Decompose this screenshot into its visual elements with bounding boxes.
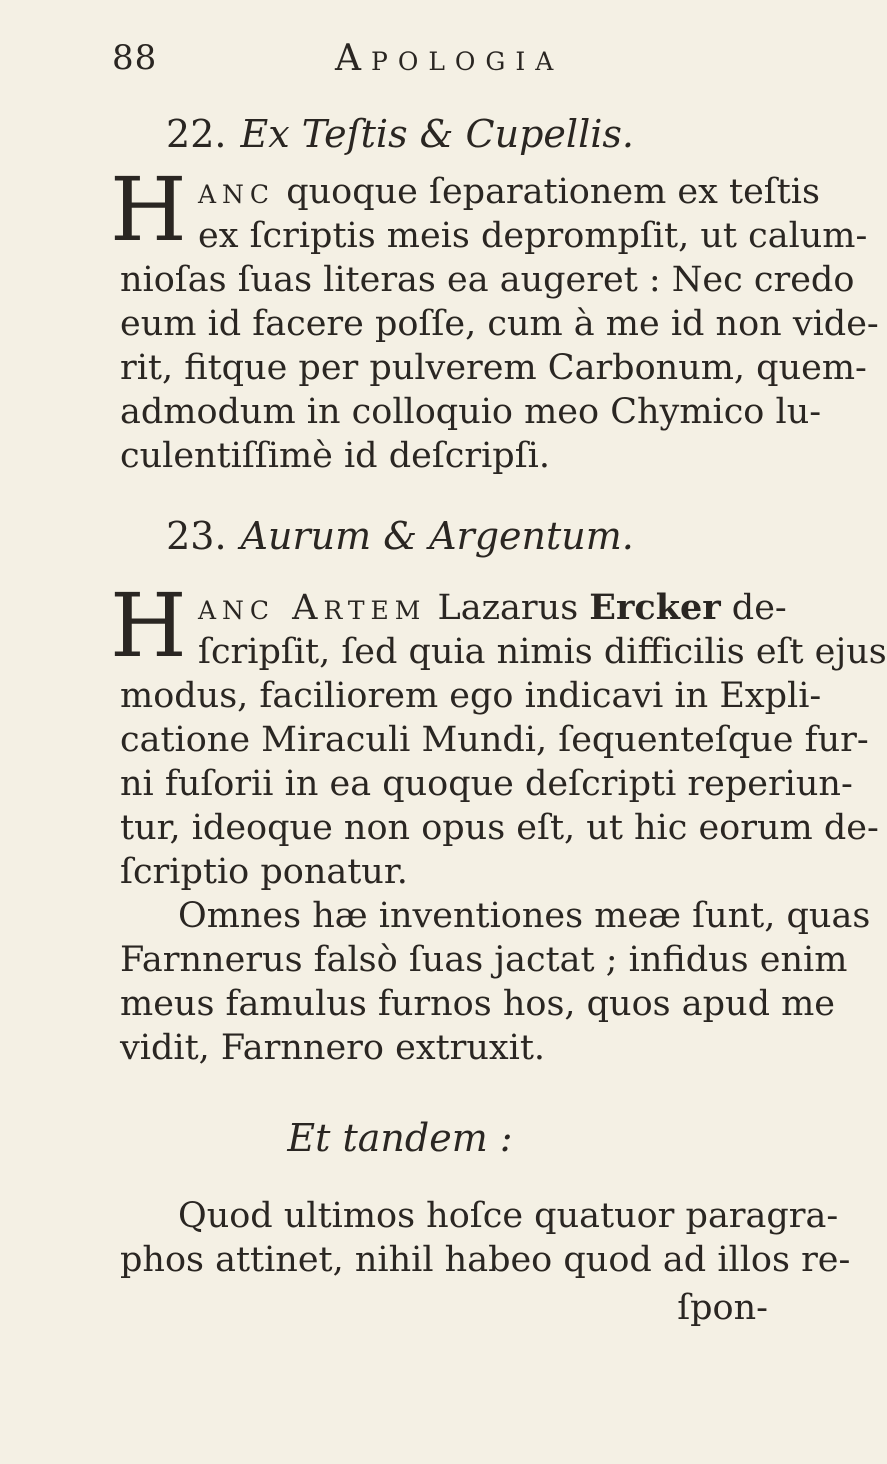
section-22-line-1 [198,172,868,212]
closing-line-1: Quod ultimos hoſce quatuor paragra- [178,1196,839,1236]
section-22-heading [0,112,800,156]
small-caps-word: anc Artem [198,588,427,628]
section-23-para2-line-4: vidit, Farnnero extruxit. [120,1028,546,1068]
running-head: Apologia [335,38,564,79]
section-22-line-7: culentiſſimè id deſcripſi. [120,436,550,476]
section-23-title: Aurum & Argentum. [240,514,634,558]
section-23-para2-line-3: meus famulus furnos hos, quos apud me [120,984,836,1024]
line-text: de- [720,588,787,628]
page-header [0,38,800,88]
closing-heading: Et tandem : [287,1116,513,1160]
section-22-title: Ex Teſtis & Cupellis. [240,112,634,156]
section-23-heading [0,514,800,558]
section-23-para2-line-2: Farnnerus falsò ſuas jactat ; infidus enim [120,940,848,980]
section-23-line-3: modus, faciliorem ego indicavi in Expli- [120,676,822,716]
section-23-line-2: ſcripſit, ſed quia nimis difficilis eſt ejus [198,632,887,672]
section-22-number: 22. [166,112,227,156]
section-22-line-6: admodum in colloquio meo Chymico lu- [120,392,822,432]
page-number: 88 [112,38,158,78]
blackletter-name: Ercker [589,587,721,628]
section-23-para2-line-1: Omnes hæ inventiones meæ ſunt, quas [178,896,871,936]
section-23-number: 23. [166,514,227,558]
line-text: Lazarus [426,588,590,628]
section-22-line-2: ex ſcriptis meis deprompſit, ut calum- [198,216,868,256]
drop-cap: H [110,574,187,677]
catchword: ſpon- [677,1288,768,1328]
small-caps-word: anc [198,172,276,212]
section-23-line-1 [198,588,868,628]
closing-line-2: phos attinet, nihil habeo quod ad illos re- [120,1240,851,1280]
section-23-line-4: catione Miraculi Mundi, ſequenteſque fur- [120,720,869,760]
section-23-line-5: ni fuſorii in ea quoque deſcripti reperiun- [120,764,853,804]
section-23-line-6: tur, ideoque non opus eſt, ut hic eorum de- [120,808,879,848]
drop-cap: H [110,158,187,261]
section-23-line-7: ſcriptio ponatur. [120,852,408,892]
section-22-line-4: eum id facere poſſe, cum à me id non vide- [120,304,879,344]
line-text: quoque ſeparationem ex teſtis [275,172,820,212]
section-22-line-5: rit, fitque per pulverem Carbonum, quem- [120,348,867,388]
section-22-line-3: nioſas ſuas literas ea augeret : Nec credo [120,260,855,300]
